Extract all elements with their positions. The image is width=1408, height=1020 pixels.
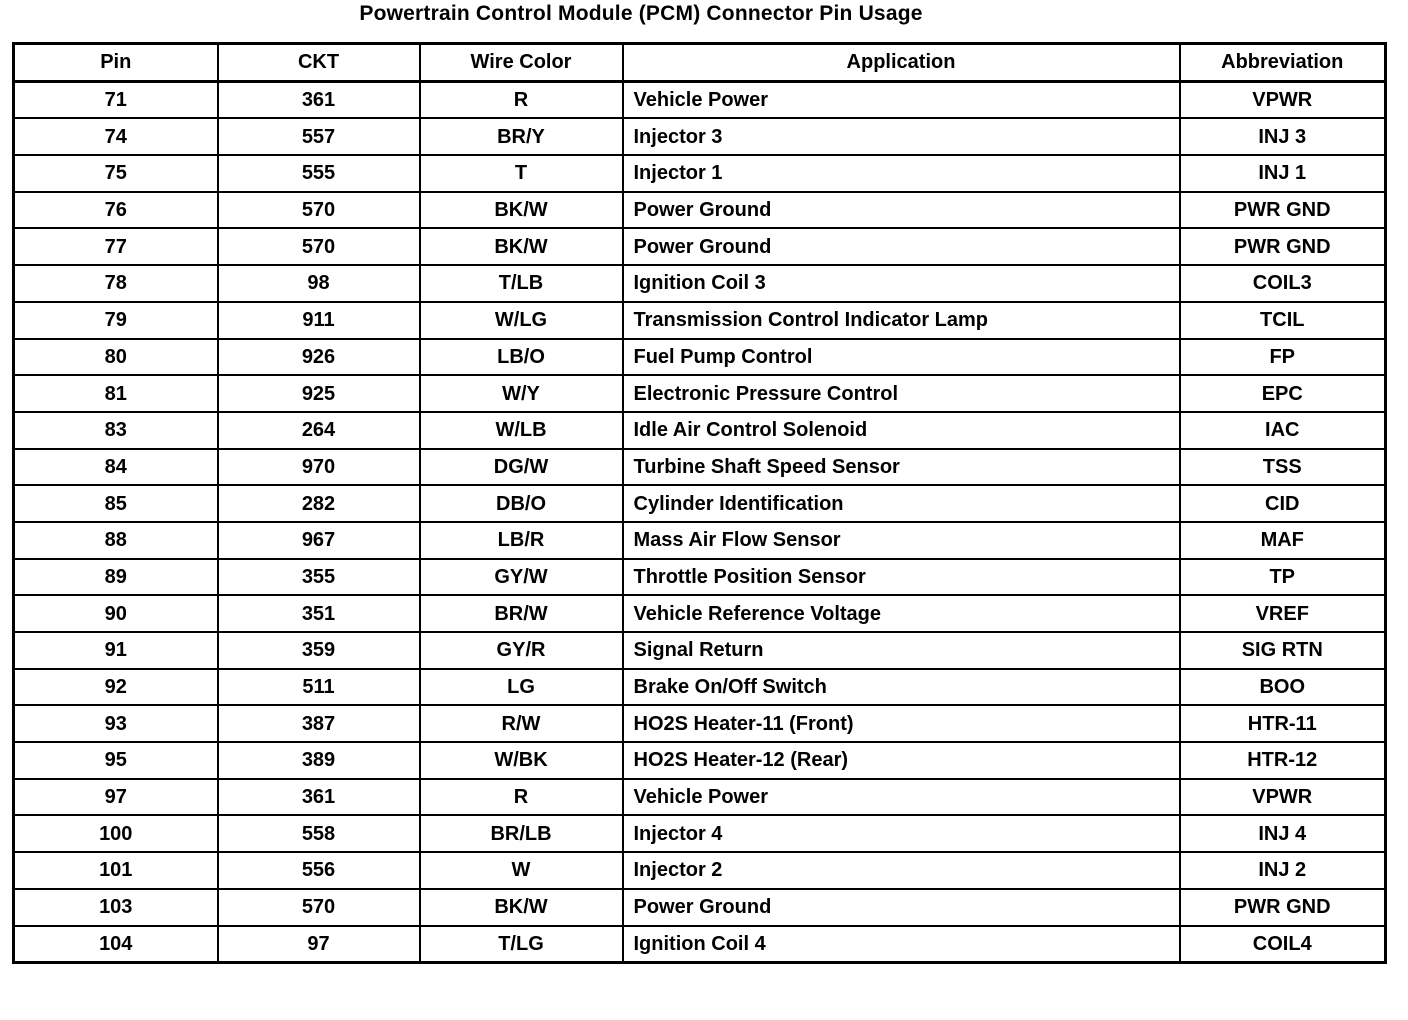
header-application: Application xyxy=(623,44,1180,82)
cell-pin: 77 xyxy=(14,228,218,265)
pin-usage-table xyxy=(12,42,1387,964)
cell-application: Ignition Coil 3 xyxy=(623,265,1180,302)
cell-application: Cylinder Identification xyxy=(623,485,1180,522)
cell-application: Transmission Control Indicator Lamp xyxy=(623,302,1180,339)
cell-application: Throttle Position Sensor xyxy=(623,559,1180,596)
table-row xyxy=(14,705,1386,742)
header-wire-color: Wire Color xyxy=(420,44,623,82)
cell-ckt: 355 xyxy=(218,559,420,596)
table-row xyxy=(14,595,1386,632)
cell-pin: 103 xyxy=(14,889,218,926)
cell-wire-color: DB/O xyxy=(420,485,623,522)
cell-wire-color: BR/Y xyxy=(420,118,623,155)
cell-application: Turbine Shaft Speed Sensor xyxy=(623,449,1180,486)
cell-wire-color: GY/W xyxy=(420,559,623,596)
cell-application: HO2S Heater-11 (Front) xyxy=(623,705,1180,742)
cell-pin: 71 xyxy=(14,81,218,118)
page-title: Powertrain Control Module (PCM) Connector Pin Usage xyxy=(359,2,923,25)
cell-wire-color: W/Y xyxy=(420,375,623,412)
cell-pin: 75 xyxy=(14,155,218,192)
cell-wire-color: LB/R xyxy=(420,522,623,559)
cell-abbreviation: BOO xyxy=(1180,669,1386,706)
cell-pin: 89 xyxy=(14,559,218,596)
cell-application: Power Ground xyxy=(623,889,1180,926)
cell-pin: 81 xyxy=(14,375,218,412)
cell-ckt: 264 xyxy=(218,412,420,449)
cell-application: Idle Air Control Solenoid xyxy=(623,412,1180,449)
cell-wire-color: LB/O xyxy=(420,339,623,376)
cell-abbreviation: INJ 3 xyxy=(1180,118,1386,155)
table-row xyxy=(14,779,1386,816)
cell-ckt: 555 xyxy=(218,155,420,192)
cell-ckt: 967 xyxy=(218,522,420,559)
cell-ckt: 387 xyxy=(218,705,420,742)
table-row xyxy=(14,522,1386,559)
cell-abbreviation: TCIL xyxy=(1180,302,1386,339)
cell-ckt: 556 xyxy=(218,852,420,889)
header-row xyxy=(14,44,1386,82)
cell-application: Ignition Coil 4 xyxy=(623,926,1180,963)
cell-abbreviation: MAF xyxy=(1180,522,1386,559)
header-ckt: CKT xyxy=(218,44,420,82)
table-row xyxy=(14,375,1386,412)
table-row xyxy=(14,926,1386,963)
table-row xyxy=(14,742,1386,779)
cell-wire-color: BK/W xyxy=(420,228,623,265)
header-pin: Pin xyxy=(14,44,218,82)
cell-application: Vehicle Reference Voltage xyxy=(623,595,1180,632)
cell-pin: 80 xyxy=(14,339,218,376)
cell-application: Power Ground xyxy=(623,192,1180,229)
cell-wire-color: T/LB xyxy=(420,265,623,302)
table-row xyxy=(14,815,1386,852)
cell-pin: 83 xyxy=(14,412,218,449)
cell-application: Injector 3 xyxy=(623,118,1180,155)
cell-abbreviation: INJ 1 xyxy=(1180,155,1386,192)
cell-application: Electronic Pressure Control xyxy=(623,375,1180,412)
cell-pin: 100 xyxy=(14,815,218,852)
table-row xyxy=(14,632,1386,669)
cell-wire-color: W xyxy=(420,852,623,889)
cell-pin: 90 xyxy=(14,595,218,632)
cell-pin: 101 xyxy=(14,852,218,889)
cell-wire-color: W/LG xyxy=(420,302,623,339)
cell-ckt: 98 xyxy=(218,265,420,302)
cell-application: Vehicle Power xyxy=(623,81,1180,118)
cell-application: Mass Air Flow Sensor xyxy=(623,522,1180,559)
cell-abbreviation: EPC xyxy=(1180,375,1386,412)
cell-application: Injector 2 xyxy=(623,852,1180,889)
cell-ckt: 911 xyxy=(218,302,420,339)
cell-ckt: 570 xyxy=(218,192,420,229)
cell-wire-color: R xyxy=(420,81,623,118)
cell-wire-color: W/BK xyxy=(420,742,623,779)
cell-ckt: 97 xyxy=(218,926,420,963)
table-row xyxy=(14,302,1386,339)
cell-ckt: 570 xyxy=(218,228,420,265)
table-row xyxy=(14,559,1386,596)
cell-pin: 95 xyxy=(14,742,218,779)
cell-pin: 78 xyxy=(14,265,218,302)
table-row xyxy=(14,192,1386,229)
cell-abbreviation: PWR GND xyxy=(1180,192,1386,229)
cell-abbreviation: HTR-12 xyxy=(1180,742,1386,779)
cell-abbreviation: CID xyxy=(1180,485,1386,522)
cell-wire-color: BK/W xyxy=(420,889,623,926)
cell-application: Signal Return xyxy=(623,632,1180,669)
cell-ckt: 570 xyxy=(218,889,420,926)
cell-abbreviation: HTR-11 xyxy=(1180,705,1386,742)
table-body xyxy=(14,81,1386,963)
cell-ckt: 359 xyxy=(218,632,420,669)
cell-pin: 85 xyxy=(14,485,218,522)
cell-wire-color: W/LB xyxy=(420,412,623,449)
cell-pin: 91 xyxy=(14,632,218,669)
table-header xyxy=(14,44,1386,82)
cell-wire-color: BK/W xyxy=(420,192,623,229)
cell-abbreviation: VPWR xyxy=(1180,779,1386,816)
table-row xyxy=(14,669,1386,706)
cell-pin: 92 xyxy=(14,669,218,706)
table-row xyxy=(14,81,1386,118)
cell-pin: 74 xyxy=(14,118,218,155)
table-row xyxy=(14,265,1386,302)
cell-abbreviation: COIL4 xyxy=(1180,926,1386,963)
cell-abbreviation: PWR GND xyxy=(1180,889,1386,926)
cell-application: Power Ground xyxy=(623,228,1180,265)
cell-wire-color: T/LG xyxy=(420,926,623,963)
table-row xyxy=(14,449,1386,486)
cell-pin: 76 xyxy=(14,192,218,229)
cell-abbreviation: IAC xyxy=(1180,412,1386,449)
cell-wire-color: R/W xyxy=(420,705,623,742)
table-row xyxy=(14,118,1386,155)
table-row xyxy=(14,228,1386,265)
cell-ckt: 926 xyxy=(218,339,420,376)
cell-wire-color: LG xyxy=(420,669,623,706)
cell-ckt: 970 xyxy=(218,449,420,486)
cell-application: Vehicle Power xyxy=(623,779,1180,816)
cell-application: Injector 1 xyxy=(623,155,1180,192)
cell-wire-color: GY/R xyxy=(420,632,623,669)
cell-pin: 88 xyxy=(14,522,218,559)
cell-abbreviation: PWR GND xyxy=(1180,228,1386,265)
cell-application: Brake On/Off Switch xyxy=(623,669,1180,706)
table-row xyxy=(14,485,1386,522)
cell-abbreviation: INJ 4 xyxy=(1180,815,1386,852)
cell-abbreviation: FP xyxy=(1180,339,1386,376)
cell-abbreviation: TSS xyxy=(1180,449,1386,486)
cell-wire-color: T xyxy=(420,155,623,192)
cell-application: Injector 4 xyxy=(623,815,1180,852)
cell-wire-color: DG/W xyxy=(420,449,623,486)
cell-application: Fuel Pump Control xyxy=(623,339,1180,376)
cell-wire-color: BR/LB xyxy=(420,815,623,852)
cell-abbreviation: COIL3 xyxy=(1180,265,1386,302)
cell-abbreviation: TP xyxy=(1180,559,1386,596)
header-abbreviation: Abbreviation xyxy=(1180,44,1386,82)
table-row xyxy=(14,412,1386,449)
cell-abbreviation: SIG RTN xyxy=(1180,632,1386,669)
cell-ckt: 282 xyxy=(218,485,420,522)
cell-ckt: 361 xyxy=(218,81,420,118)
table-row xyxy=(14,339,1386,376)
cell-pin: 79 xyxy=(14,302,218,339)
cell-ckt: 389 xyxy=(218,742,420,779)
cell-abbreviation: VREF xyxy=(1180,595,1386,632)
cell-pin: 97 xyxy=(14,779,218,816)
cell-abbreviation: VPWR xyxy=(1180,81,1386,118)
cell-ckt: 511 xyxy=(218,669,420,706)
cell-ckt: 557 xyxy=(218,118,420,155)
cell-ckt: 925 xyxy=(218,375,420,412)
table-row xyxy=(14,852,1386,889)
cell-wire-color: R xyxy=(420,779,623,816)
cell-ckt: 558 xyxy=(218,815,420,852)
cell-pin: 104 xyxy=(14,926,218,963)
cell-pin: 93 xyxy=(14,705,218,742)
cell-abbreviation: INJ 2 xyxy=(1180,852,1386,889)
cell-pin: 84 xyxy=(14,449,218,486)
cell-wire-color: BR/W xyxy=(420,595,623,632)
table-row xyxy=(14,155,1386,192)
cell-application: HO2S Heater-12 (Rear) xyxy=(623,742,1180,779)
cell-ckt: 351 xyxy=(218,595,420,632)
cell-ckt: 361 xyxy=(218,779,420,816)
table-row xyxy=(14,889,1386,926)
